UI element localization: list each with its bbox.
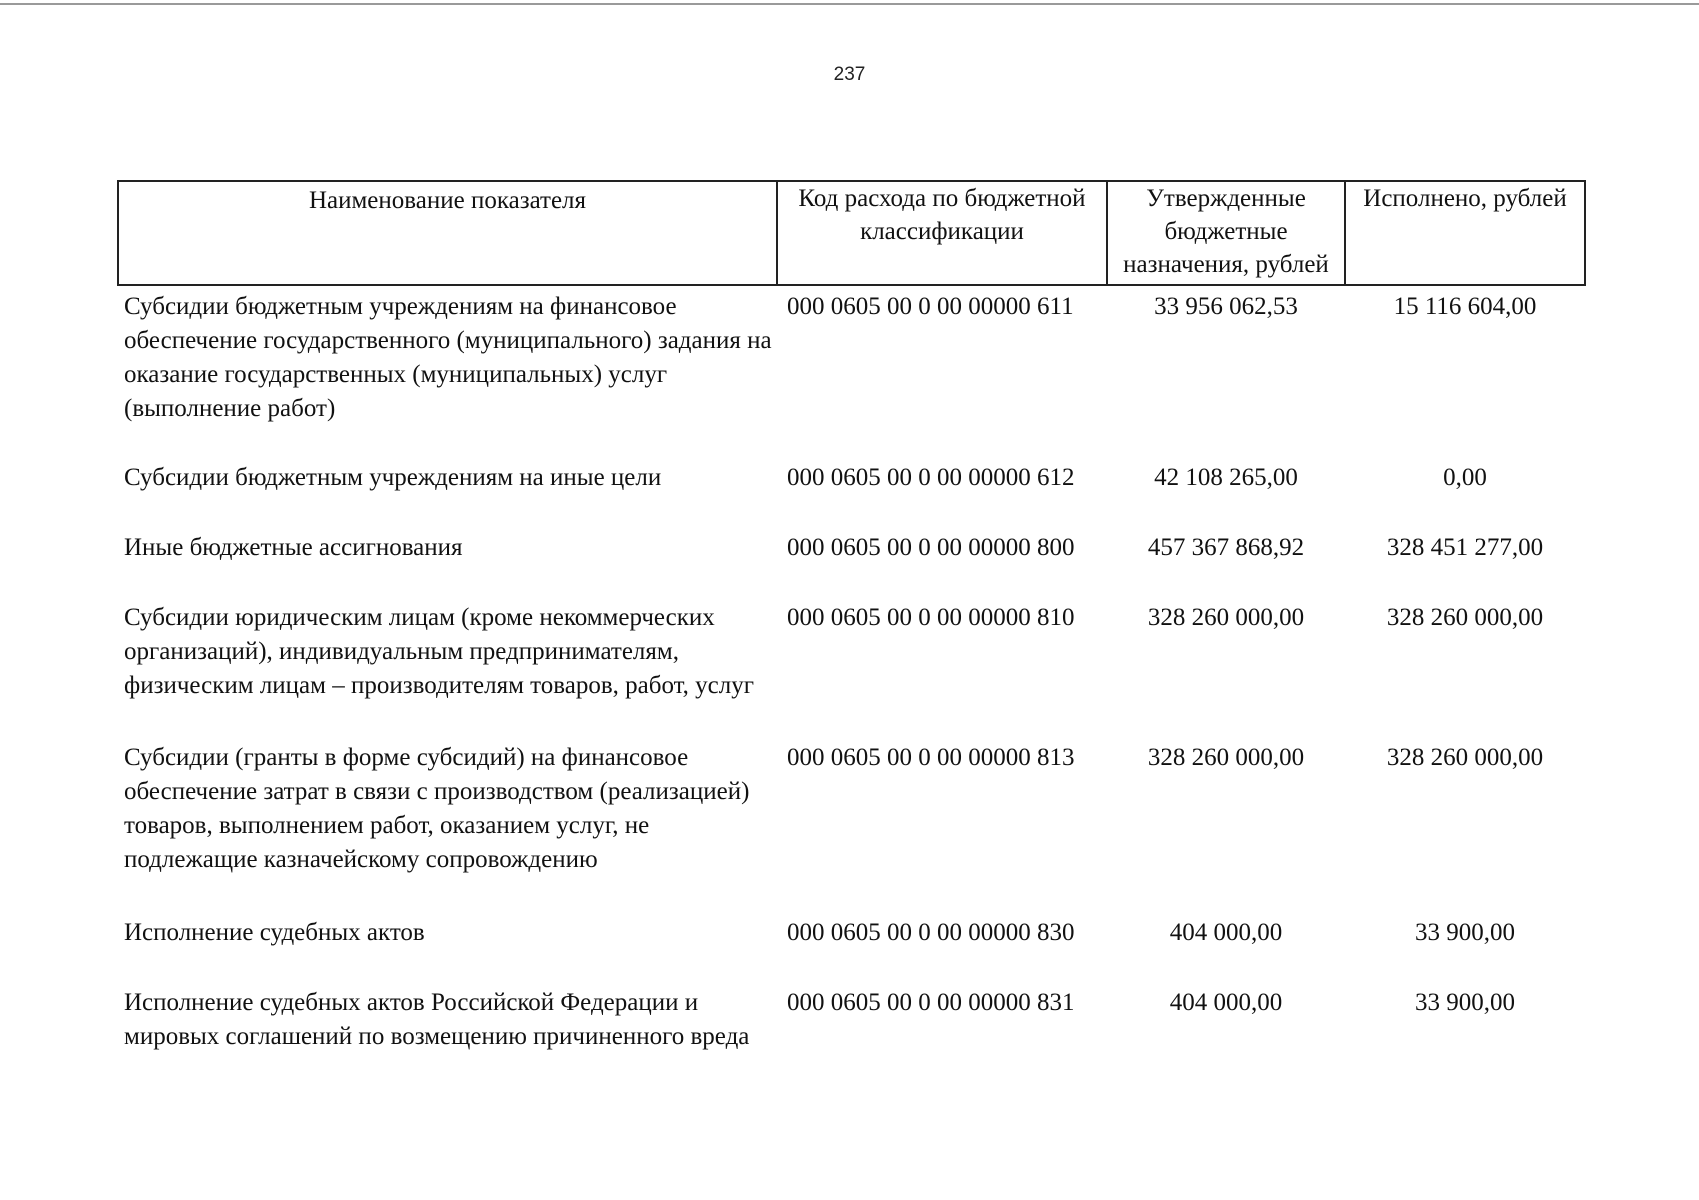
table-row — [118, 461, 1585, 531]
page-number: 237 — [833, 64, 866, 85]
row-approved-amount: 328 260 000,00 — [1147, 744, 1305, 771]
table-row — [118, 916, 1585, 986]
row-executed-amount: 33 900,00 — [1415, 919, 1515, 946]
header-row — [118, 181, 1585, 285]
row-executed-amount: 0,00 — [1443, 464, 1487, 491]
budget-execution-table — [117, 180, 1586, 1096]
header-approved-budget: Утвержденные бюджетные назначения, рублей — [1107, 181, 1345, 285]
row-executed-amount: 328 260 000,00 — [1386, 744, 1544, 771]
row-expense-code: 000 0605 00 0 00 00000 612 — [787, 464, 1075, 491]
row-approved-amount: 33 956 062,53 — [1154, 293, 1298, 320]
table-row — [118, 531, 1585, 601]
table-row — [118, 285, 1585, 461]
row-indicator-name: Исполнение судебных актов — [124, 919, 425, 946]
header-executed: Исполнено, рублей — [1345, 181, 1585, 285]
table-row — [118, 601, 1585, 741]
table-row — [118, 986, 1585, 1096]
row-indicator-name: Исполнение судебных актов Российской Федерации и мировых соглашений по возмещению причиненного вреда — [124, 989, 750, 1050]
row-approved-amount: 42 108 265,00 — [1154, 464, 1298, 491]
row-indicator-name: Субсидии юридическим лицам (кроме некоммерческих организаций), индивидуальным предпринимателям, физическим лицам – производителям товаров, работ, услуг — [124, 604, 755, 699]
header-indicator-name: Наименование показателя — [118, 181, 777, 285]
row-approved-amount: 404 000,00 — [1169, 919, 1283, 946]
row-expense-code: 000 0605 00 0 00 00000 611 — [787, 293, 1074, 320]
row-indicator-name: Субсидии (гранты в форме субсидий) на финансовое обеспечение затрат в связи с производством (реализацией) товаров, выполнением работ, оказанием услуг, не подлежащие казначейскому сопровождению — [124, 744, 750, 873]
header-expense-code: Код расхода по бюджетной классификации — [777, 181, 1107, 285]
row-executed-amount: 33 900,00 — [1415, 989, 1515, 1016]
row-expense-code: 000 0605 00 0 00 00000 800 — [787, 534, 1075, 561]
row-expense-code: 000 0605 00 0 00 00000 830 — [787, 919, 1075, 946]
row-expense-code: 000 0605 00 0 00 00000 813 — [787, 744, 1075, 771]
row-executed-amount: 328 260 000,00 — [1386, 604, 1544, 631]
table-header — [118, 181, 1585, 285]
row-expense-code: 000 0605 00 0 00 00000 810 — [787, 604, 1075, 631]
table-body — [118, 285, 1585, 1096]
row-indicator-name: Субсидии бюджетным учреждениям на иные цели — [124, 464, 662, 491]
row-approved-amount: 457 367 868,92 — [1147, 534, 1305, 561]
row-executed-amount: 328 451 277,00 — [1386, 534, 1544, 561]
row-executed-amount: 15 116 604,00 — [1393, 293, 1537, 320]
row-approved-amount: 404 000,00 — [1169, 989, 1283, 1016]
row-indicator-name: Иные бюджетные ассигнования — [124, 534, 463, 561]
table-row — [118, 741, 1585, 916]
row-expense-code: 000 0605 00 0 00 00000 831 — [787, 989, 1075, 1016]
row-approved-amount: 328 260 000,00 — [1147, 604, 1305, 631]
top-scan-border — [0, 3, 1699, 5]
row-indicator-name: Субсидии бюджетным учреждениям на финансовое обеспечение государственного (муниципального) задания на оказание государственных (муниципальных) услуг (выполнение работ) — [124, 293, 772, 422]
